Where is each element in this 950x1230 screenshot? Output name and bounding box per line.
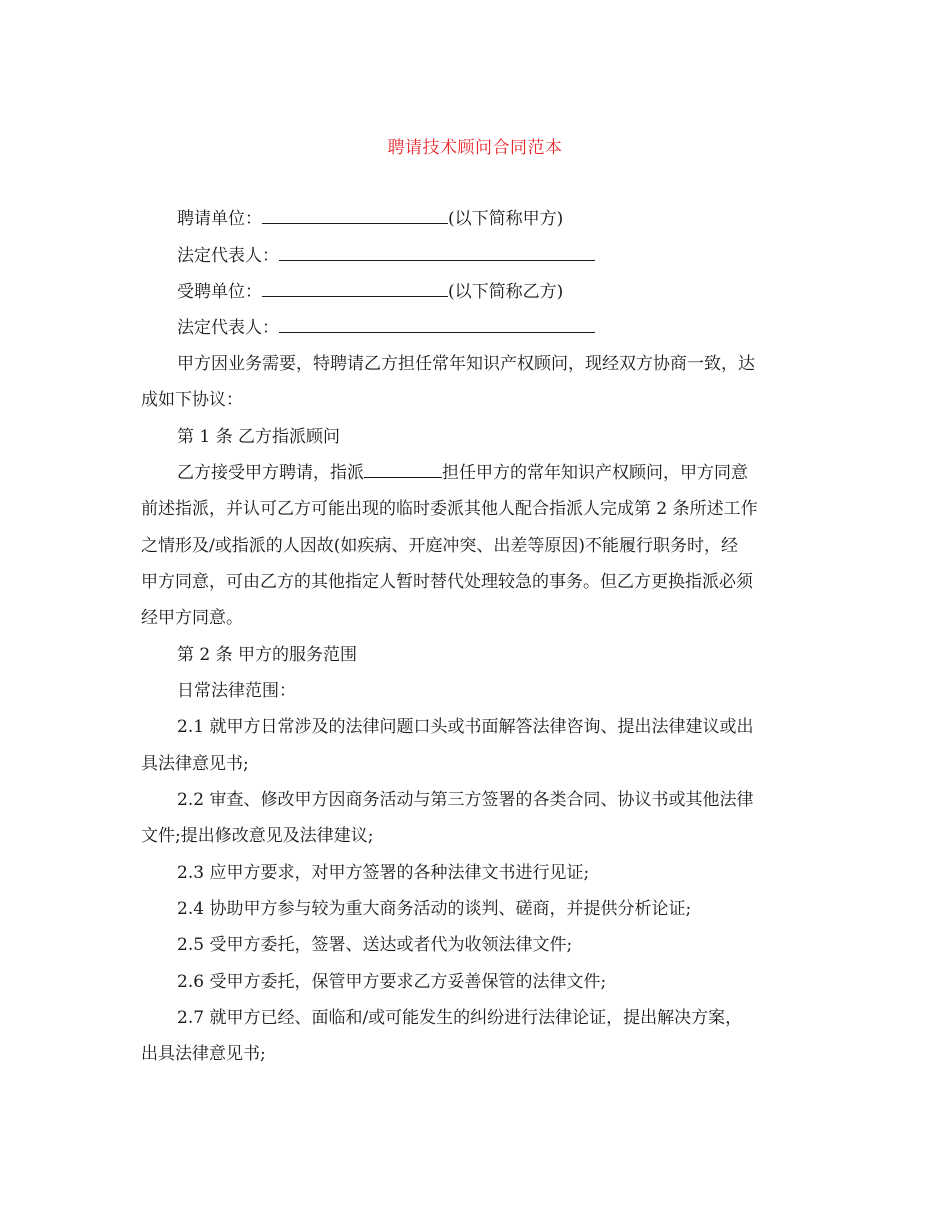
item-2-1-line-1: 2.1 就甲方日常涉及的法律问题口头或书面解答法律咨询、提出法律建议或出	[177, 717, 754, 737]
item-2-1-line-2: 具法律意见书;	[141, 754, 249, 774]
employee-blank	[262, 276, 448, 297]
article1-line-2: 前述指派，并认可乙方可能出现的临时委派其他人配合指派人完成第 2 条所述工作	[141, 499, 758, 519]
article1-line1-pre: 乙方接受甲方聘请，指派	[177, 463, 364, 483]
employee-suffix: (以下简称乙方)	[448, 282, 564, 302]
employer-blank	[262, 203, 448, 224]
intro-line-1: 甲方因业务需要，特聘请乙方担任常年知识产权顾问，现经双方协商一致，达	[177, 354, 755, 374]
item-2-7-line-1: 2.7 就甲方已经、面临和/或可能发生的纠纷进行法律论证，提出解决方案，	[177, 1008, 743, 1028]
item-2-4: 2.4 协助甲方参与较为重大商务活动的谈判、磋商，并提供分析论证;	[177, 899, 692, 919]
item-2-5: 2.5 受甲方委托，签署、送达或者代为收领法律文件;	[177, 935, 573, 955]
employer-label: 聘请单位：	[177, 209, 262, 229]
article1-heading: 第 1 条 乙方指派顾问	[177, 427, 341, 447]
article2-heading: 第 2 条 甲方的服务范围	[177, 645, 358, 665]
intro-line-2: 成如下协议：	[141, 390, 243, 410]
employee-label: 受聘单位：	[177, 282, 262, 302]
item-2-7-line-2: 出具法律意见书;	[141, 1044, 266, 1064]
item-2-2-line-1: 2.2 审查、修改甲方因商务活动与第三方签署的各类合同、协议书或其他法律	[177, 790, 754, 810]
rep1-label: 法定代表人：	[177, 246, 279, 266]
article1-line-4: 甲方同意，可由乙方的其他指定人暂时替代处理较急的事务。但乙方更换指派必须	[141, 572, 753, 592]
article1-line-5: 经甲方同意。	[141, 608, 243, 628]
employer-suffix: (以下简称甲方)	[448, 209, 564, 229]
article1-line-1	[177, 456, 817, 490]
item-2-6: 2.6 受甲方委托，保管甲方要求乙方妥善保管的法律文件;	[177, 972, 607, 992]
item-2-3: 2.3 应甲方要求，对甲方签署的各种法律文书进行见证;	[177, 863, 590, 883]
rep1-field	[177, 239, 817, 273]
rep2-field	[177, 311, 817, 345]
employer-field	[177, 202, 817, 236]
rep2-label: 法定代表人：	[177, 318, 279, 338]
rep1-blank	[279, 240, 595, 261]
employee-field	[177, 275, 817, 309]
article1-line1-post: 担任甲方的常年知识产权顾问，甲方同意	[442, 463, 748, 483]
appointee-blank	[364, 457, 442, 478]
rep2-blank	[279, 312, 595, 333]
article1-line-3: 之情形及/或指派的人因故(如疾病、开庭冲突、出差等原因)不能履行职务时，经	[141, 536, 738, 556]
item-2-2-line-2: 文件;提出修改意见及法律建议;	[141, 826, 374, 846]
document-title: 聘请技术顾问合同范本	[387, 138, 563, 158]
scope-heading: 日常法律范围：	[177, 681, 296, 701]
